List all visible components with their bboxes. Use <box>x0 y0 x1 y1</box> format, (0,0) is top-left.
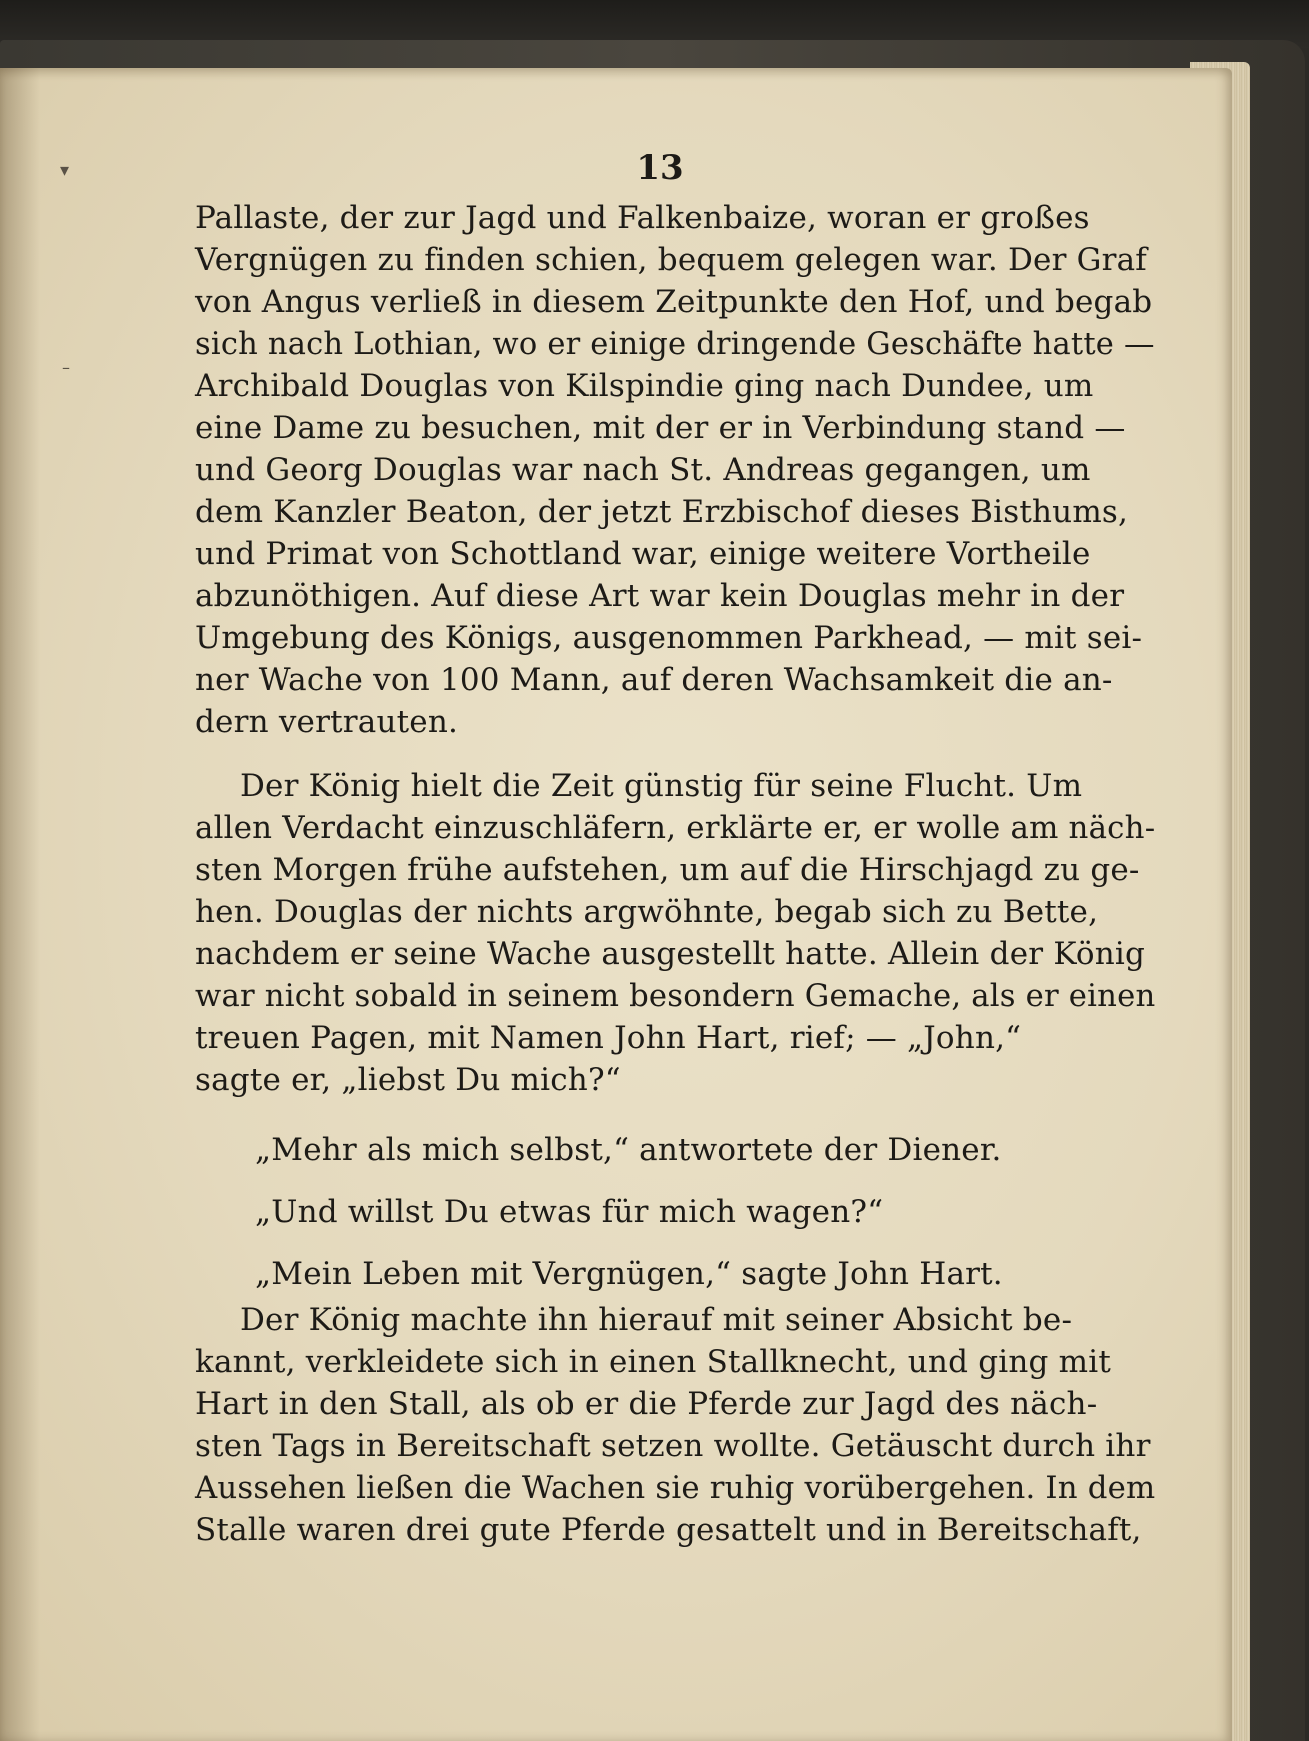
margin-mark-side: – <box>62 358 70 377</box>
text-line: ner Wache von 100 Mann, auf deren Wachsamkeit die an- <box>195 662 1113 698</box>
text-line: „Mehr als mich selbst,“ antwortete der Diener. <box>255 1132 1002 1168</box>
text-line: Aussehen ließen die Wachen sie ruhig vorübergehen. In dem <box>195 1470 1156 1506</box>
text-line: kannt, verkleidete sich in einen Stallknecht, und ging mit <box>195 1344 1111 1380</box>
text-line: eine Dame zu besuchen, mit der er in Verbindung stand — <box>195 410 1126 446</box>
text-line: „Und willst Du etwas für mich wagen?“ <box>255 1194 884 1230</box>
text-line: Stalle waren drei gute Pferde gesattelt und in Bereitschaft, <box>195 1512 1142 1548</box>
text-line: Der König machte ihn hierauf mit seiner Absicht be- <box>240 1302 1073 1338</box>
text-line: nachdem er seine Wache ausgestellt hatte. Allein der König <box>195 936 1146 972</box>
text-line: und Primat von Schottland war, einige weitere Vortheile <box>195 536 1091 572</box>
text-line: dern vertrauten. <box>195 704 459 740</box>
margin-mark-top: ▾ <box>60 160 70 181</box>
text-line: war nicht sobald in seinem besondern Gemache, als er einen <box>195 978 1156 1014</box>
text-line: hen. Douglas der nichts argwöhnte, begab sich zu Bette, <box>195 894 1099 930</box>
text-line: Der König hielt die Zeit günstig für seine Flucht. Um <box>240 768 1083 804</box>
text-line: Hart in den Stall, als ob er die Pferde zur Jagd des näch- <box>195 1386 1098 1422</box>
text-line: sten Tags in Bereitschaft setzen wollte. Getäuscht durch ihr <box>195 1428 1151 1464</box>
page-number: 13 <box>636 148 684 188</box>
text-line: sich nach Lothian, wo er einige dringende Geschäfte hatte — <box>195 326 1155 362</box>
text-line: und Georg Douglas war nach St. Andreas gegangen, um <box>195 452 1091 488</box>
text-line: allen Verdacht einzuschläfern, erklärte er, er wolle am näch- <box>195 810 1156 846</box>
text-line: sagte er, „liebst Du mich?“ <box>195 1062 621 1098</box>
text-line: Pallaste, der zur Jagd und Falkenbaize, woran er großes <box>195 200 1090 236</box>
text-line: „Mein Leben mit Vergnügen,“ sagte John Hart. <box>255 1256 1003 1292</box>
text-line: Vergnügen zu finden schien, bequem gelegen war. Der Graf <box>195 242 1147 278</box>
text-line: sten Morgen frühe aufstehen, um auf die Hirschjagd zu ge- <box>195 852 1140 888</box>
text-line: Umgebung des Königs, ausgenommen Parkhead, — mit sei- <box>195 620 1143 656</box>
text-line: dem Kanzler Beaton, der jetzt Erzbischof dieses Bisthums, <box>195 494 1129 530</box>
text-line: Archibald Douglas von Kilspindie ging nach Dundee, um <box>195 368 1094 404</box>
text-line: abzunöthigen. Auf diese Art war kein Douglas mehr in der <box>195 578 1125 614</box>
text-line: von Angus verließ in diesem Zeitpunkte den Hof, und begab <box>195 284 1153 320</box>
text-line: treuen Pagen, mit Namen John Hart, rief; — „John,“ <box>195 1020 1022 1056</box>
gutter-shadow <box>0 68 40 1741</box>
